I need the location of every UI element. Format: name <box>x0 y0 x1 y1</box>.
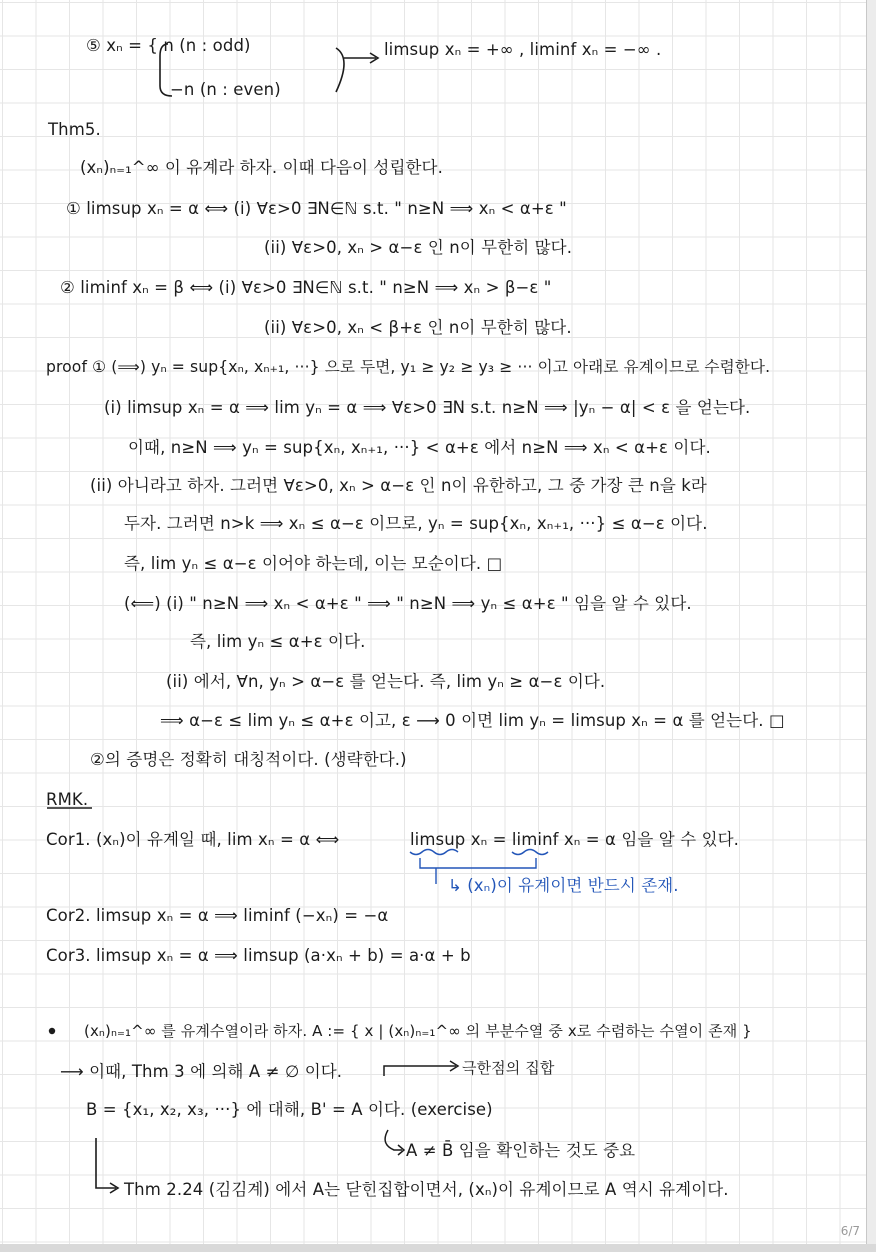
theorem-hypothesis: (xₙ)ₙ₌₁^∞ 이 유계라 하자. 이때 다음이 성립한다. <box>80 158 443 177</box>
proof-line-1: proof ① (⟹) yₙ = sup{xₙ, xₙ₊₁, ···} 으로 두면, y₁ ≥ y₂ ≥ y₃ ≥ ··· 이고 아래로 유계이므로 수렴한다. <box>46 358 771 376</box>
bullet-B-closure: B = {x₁, x₂, x₃, ···} 에 대해, B' = A 이다. (exercise) <box>86 1100 493 1119</box>
example5-conclusion: limsup xₙ = +∞ , liminf xₙ = −∞ . <box>384 40 662 59</box>
bullet-A-closed-bounded: Thm 2.24 (김김계) 에서 A는 닫힌집합이면서, (xₙ)이 유계이므로 A 역시 유계이다. <box>124 1180 729 1199</box>
long-arrow-line <box>96 1138 116 1188</box>
bullet-dot <box>49 1028 55 1034</box>
proof-line-2: (i) limsup xₙ = α ⟹ lim yₙ = α ⟹ ∀ε>0 ∃N s.t. n≥N ⟹ |yₙ − α| < ε 을 얻는다. <box>104 398 751 417</box>
corollary-3: Cor3. limsup xₙ = α ⟹ limsup (a·xₙ + b) = a·α + b <box>46 946 471 965</box>
theorem-heading: Thm5. <box>48 120 101 139</box>
blue-bracket <box>420 858 536 868</box>
bullet-A-nonempty: ⟶ 이때, Thm 3 에 의해 A ≠ ∅ 이다. <box>60 1062 343 1081</box>
proof-line-11: ②의 증명은 정확히 대칭적이다. (생략한다.) <box>90 750 407 769</box>
bullet-A-not-closure: A ≠ B̄ 임을 확인하는 것도 중요 <box>406 1141 636 1160</box>
theorem-part2-ii: (ii) ∀ε>0, xₙ < β+ε 인 n이 무한히 많다. <box>264 318 572 337</box>
proof-line-7: (⟸) (i) " n≥N ⟹ xₙ < α+ε " ⟹ " n≥N ⟹ yₙ ≤ α+ε " 임을 알 수 있다. <box>124 594 692 613</box>
page-number: 6/7 <box>840 1224 860 1238</box>
cases-close-bracket <box>336 48 344 92</box>
corollary-2: Cor2. limsup xₙ = α ⟹ liminf (−xₙ) = −α <box>46 906 389 925</box>
theorem-part2-i: ② liminf xₙ = β ⟺ (i) ∀ε>0 ∃N∈ℕ s.t. " n≥N ⟹ xₙ > β−ε " <box>60 278 552 297</box>
proof-line-10: ⟹ α−ε ≤ lim yₙ ≤ α+ε 이고, ε ⟶ 0 이면 lim yₙ = limsup xₙ = α 를 얻는다. □ <box>160 711 785 730</box>
corollary-1-right: limsup xₙ = liminf xₙ = α 임을 알 수 있다. <box>410 830 739 849</box>
proof-line-5: 두자. 그러면 n>k ⟹ xₙ ≤ α−ε 이므로, yₙ = sup{xₙ, xₙ₊₁, ···} ≤ α−ε 이다. <box>124 514 708 533</box>
theorem-part1-ii: (ii) ∀ε>0, xₙ > α−ε 인 n이 무한히 많다. <box>264 238 573 257</box>
example5-case-even: −n (n : even) <box>170 80 281 99</box>
blue-squiggle-limsup <box>410 850 458 855</box>
blue-squiggle-liminf <box>512 850 548 855</box>
proof-line-4: (ii) 아니라고 하자. 그러면 ∀ε>0, xₙ > α−ε 인 n이 유한하고, 그 중 가장 큰 n을 k라 <box>90 476 707 495</box>
bullet-definition-A: (xₙ)ₙ₌₁^∞ 를 유계수열이라 하자. A := { x | (xₙ)ₙ₌₁^∞ 의 부분수열 중 x로 수렴하는 수열이 존재 } <box>84 1022 752 1040</box>
theorem-part1-i: ① limsup xₙ = α ⟺ (i) ∀ε>0 ∃N∈ℕ s.t. " n≥N ⟹ xₙ < α+ε " <box>66 199 567 218</box>
limit-point-arrow-line <box>384 1066 456 1076</box>
corollary-1-note: ↳ (xₙ)이 유계이면 반드시 존재. <box>448 876 679 895</box>
proof-line-8: 즉, lim yₙ ≤ α+ε 이다. <box>190 632 366 651</box>
proof-line-9: (ii) 에서, ∀n, yₙ > α−ε 를 얻는다. 즉, lim yₙ ≥ α−ε 이다. <box>166 672 606 691</box>
cases-brace-stroke <box>160 44 172 96</box>
proof-line-6: 즉, lim yₙ ≤ α−ε 이어야 하는데, 이는 모순이다. □ <box>124 554 503 573</box>
proof-line-3: 이때, n≥N ⟹ yₙ = sup{xₙ, xₙ₊₁, ···} < α+ε 에서 n≥N ⟹ xₙ < α+ε 이다. <box>128 438 711 457</box>
example5-case-odd: ⑤ xₙ = { n (n : odd) <box>86 36 251 55</box>
corollary-1-left: Cor1. (xₙ)이 유계일 때, lim xₙ = α ⟺ <box>46 830 340 849</box>
remark-heading: RMK. <box>46 790 89 809</box>
limit-point-set-label: 극한점의 집합 <box>462 1059 555 1077</box>
